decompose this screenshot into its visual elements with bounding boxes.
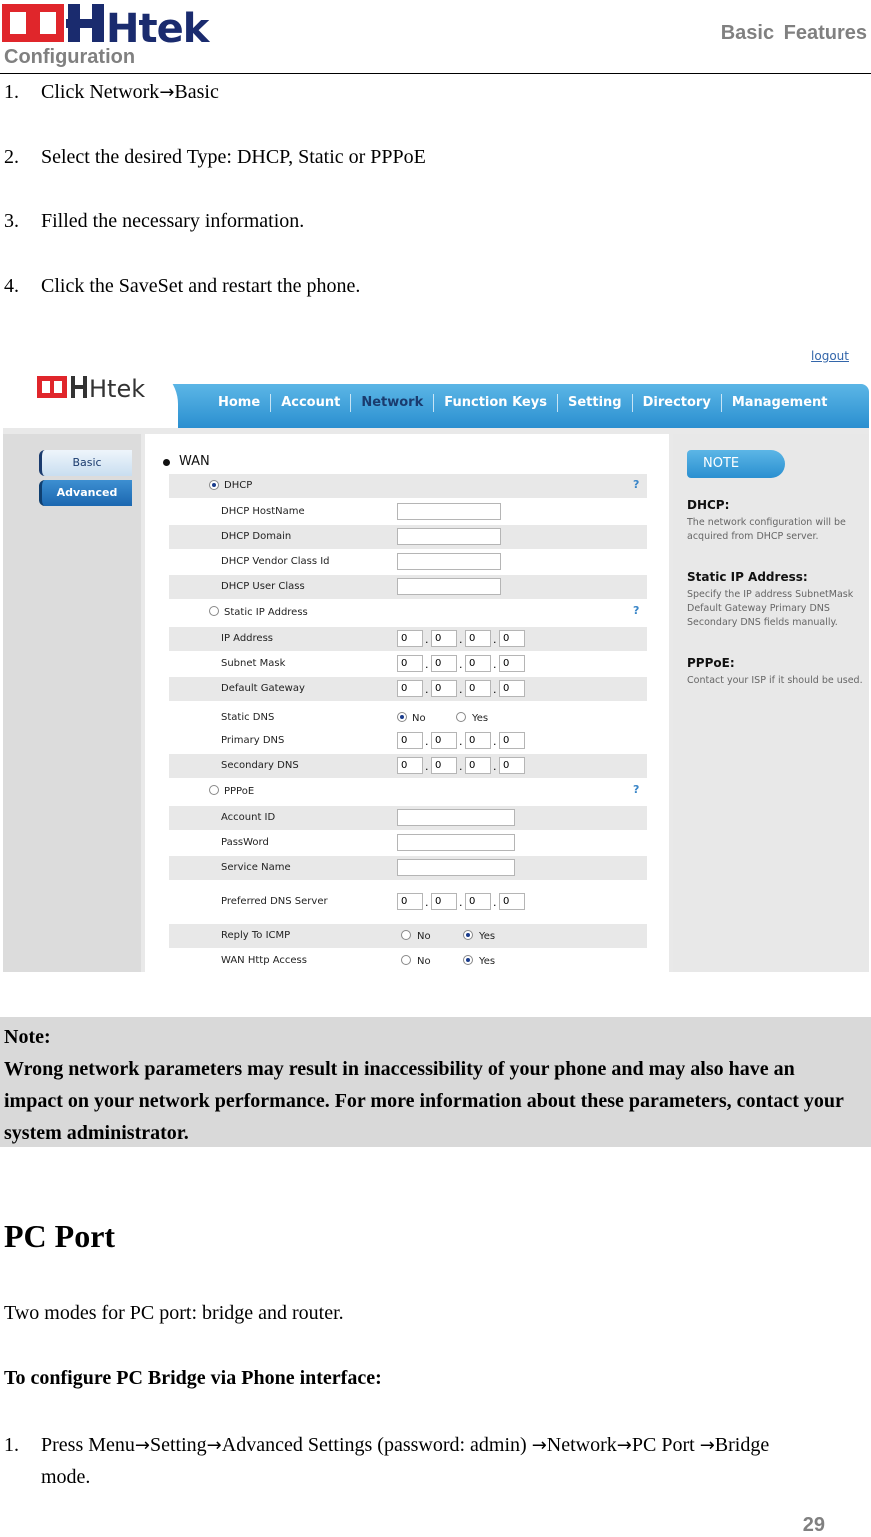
note-body: Wrong network parameters may result in inaccessibility of your phone and may also have an impact on your network performance. For more information about these parameters, contact your system administrator. xyxy=(4,1058,844,1144)
form-row: Primary DNS 0 . 0 . 0 . 0 xyxy=(169,729,647,753)
dhcp-hostname-input[interactable] xyxy=(397,503,501,520)
note-title: Note: xyxy=(4,1026,51,1048)
static-dns-no-radio[interactable] xyxy=(397,712,407,722)
sidebar xyxy=(3,434,141,972)
logout-link[interactable]: logout xyxy=(811,349,849,363)
form-row: Default Gateway 0 . 0 . 0 . 0 xyxy=(169,677,647,701)
form-row: Subnet Mask 0 . 0 . 0 . 0 xyxy=(169,652,647,676)
static-header-row: Static IP Address ? xyxy=(169,600,647,624)
help-icon[interactable]: ? xyxy=(633,783,640,796)
http-yes-radio[interactable] xyxy=(463,955,473,965)
note-title: DHCP: xyxy=(687,498,730,512)
sidebar-item-basic[interactable]: Basic xyxy=(39,450,132,476)
chapter-label: Configuration xyxy=(4,46,136,68)
form-row: DHCP User Class xyxy=(169,575,647,599)
header-rule xyxy=(0,73,871,74)
note-text: Specify the IP address SubnetMask Default Gateway Primary DNS Secondary DNS fields manually. xyxy=(687,589,854,628)
nav-home[interactable]: Home xyxy=(218,395,261,410)
static-radio[interactable] xyxy=(209,606,219,616)
dhcp-header-row: DHCP ? xyxy=(169,474,647,498)
preferred-dns-input[interactable]: 0 . 0 . 0 . 0 xyxy=(397,893,533,910)
help-icon[interactable]: ? xyxy=(633,604,640,617)
note-title: PPPoE: xyxy=(687,656,735,670)
step-number: 1. xyxy=(4,81,19,103)
primary-dns-input[interactable]: 0 . 0 . 0 . 0 xyxy=(397,732,533,749)
logo-text: Htek xyxy=(106,6,209,52)
form-row: Account ID xyxy=(169,806,647,830)
password-input[interactable] xyxy=(397,834,515,851)
svg-text:Htek: Htek xyxy=(89,375,146,403)
nav-setting[interactable]: Setting xyxy=(557,394,632,412)
section-heading: PC Port xyxy=(4,1218,116,1254)
nav-function-keys[interactable]: Function Keys xyxy=(433,394,557,412)
network-basic-screenshot xyxy=(3,346,869,972)
subnet-mask-input[interactable]: 0 . 0 . 0 . 0 xyxy=(397,655,533,672)
subheading: To configure PC Bridge via Phone interface: xyxy=(4,1367,382,1389)
form-row: Service Name xyxy=(169,856,647,880)
arrow-icon: → xyxy=(699,1435,715,1456)
static-dns-yes-radio[interactable] xyxy=(456,712,466,722)
arrow-icon: → xyxy=(206,1435,222,1456)
arrow-icon: → xyxy=(531,1435,547,1456)
help-icon[interactable]: ? xyxy=(633,478,640,491)
form-row: DHCP Domain xyxy=(169,525,647,549)
form-row: DHCP HostName xyxy=(169,500,647,524)
icmp-yes-radio[interactable] xyxy=(463,930,473,940)
form-row: Preferred DNS Server 0 . 0 . 0 . 0 xyxy=(169,890,647,914)
note-tab: NOTE xyxy=(687,450,785,478)
section-title: WAN xyxy=(179,454,210,469)
wan-http-row: WAN Http Access No Yes xyxy=(221,955,496,967)
nav-account[interactable]: Account xyxy=(270,394,350,412)
account-id-input[interactable] xyxy=(397,809,515,826)
intro-paragraph: Two modes for PC port: bridge and router. xyxy=(4,1302,344,1324)
dhcp-radio[interactable] xyxy=(209,480,219,490)
sidebar-item-advanced[interactable]: Advanced xyxy=(39,480,132,506)
dhcp-domain-input[interactable] xyxy=(397,528,501,545)
note-panel xyxy=(673,434,869,972)
gateway-input[interactable]: 0 . 0 . 0 . 0 xyxy=(397,680,533,697)
form-row: DHCP Vendor Class Id xyxy=(169,550,647,574)
note-box xyxy=(0,1017,871,1147)
nav-management[interactable]: Management xyxy=(721,394,838,412)
service-name-input[interactable] xyxy=(397,859,515,876)
form-row: IP Address 0 . 0 . 0 . 0 xyxy=(169,627,647,651)
arrow-icon: → xyxy=(134,1435,150,1456)
note-title: Static IP Address: xyxy=(687,570,808,584)
note-text: The network configuration will be acquired from DHCP server. xyxy=(687,517,846,542)
web-logo xyxy=(37,374,147,403)
form-row: Secondary DNS 0 . 0 . 0 . 0 xyxy=(169,754,647,778)
nav-network[interactable]: Network xyxy=(350,394,433,412)
htek-logo xyxy=(2,2,209,52)
pppoe-radio[interactable] xyxy=(209,785,219,795)
arrow-icon: → xyxy=(616,1435,632,1456)
dhcp-user-class-input[interactable] xyxy=(397,578,501,595)
ip-address-input[interactable]: 0 . 0 . 0 . 0 xyxy=(397,630,533,647)
note-text: Contact your ISP if it should be used. xyxy=(687,675,863,686)
wan-form xyxy=(145,434,669,972)
form-row: PassWord xyxy=(169,831,647,855)
main-nav xyxy=(208,394,838,412)
nav-directory[interactable]: Directory xyxy=(632,394,721,412)
dhcp-vendor-input[interactable] xyxy=(397,553,501,570)
reply-icmp-row: Reply To ICMP No Yes xyxy=(169,924,647,948)
static-dns-row: Static DNS No Yes xyxy=(221,712,489,724)
pppoe-header-row: PPPoE ? xyxy=(169,779,647,803)
secondary-dns-input[interactable]: 0 . 0 . 0 . 0 xyxy=(397,757,533,774)
section-label: Basic Features xyxy=(720,22,867,44)
page-number: 29 xyxy=(802,1514,825,1536)
http-no-radio[interactable] xyxy=(401,955,411,965)
icmp-no-radio[interactable] xyxy=(401,930,411,940)
arrow-icon: → xyxy=(159,82,175,103)
